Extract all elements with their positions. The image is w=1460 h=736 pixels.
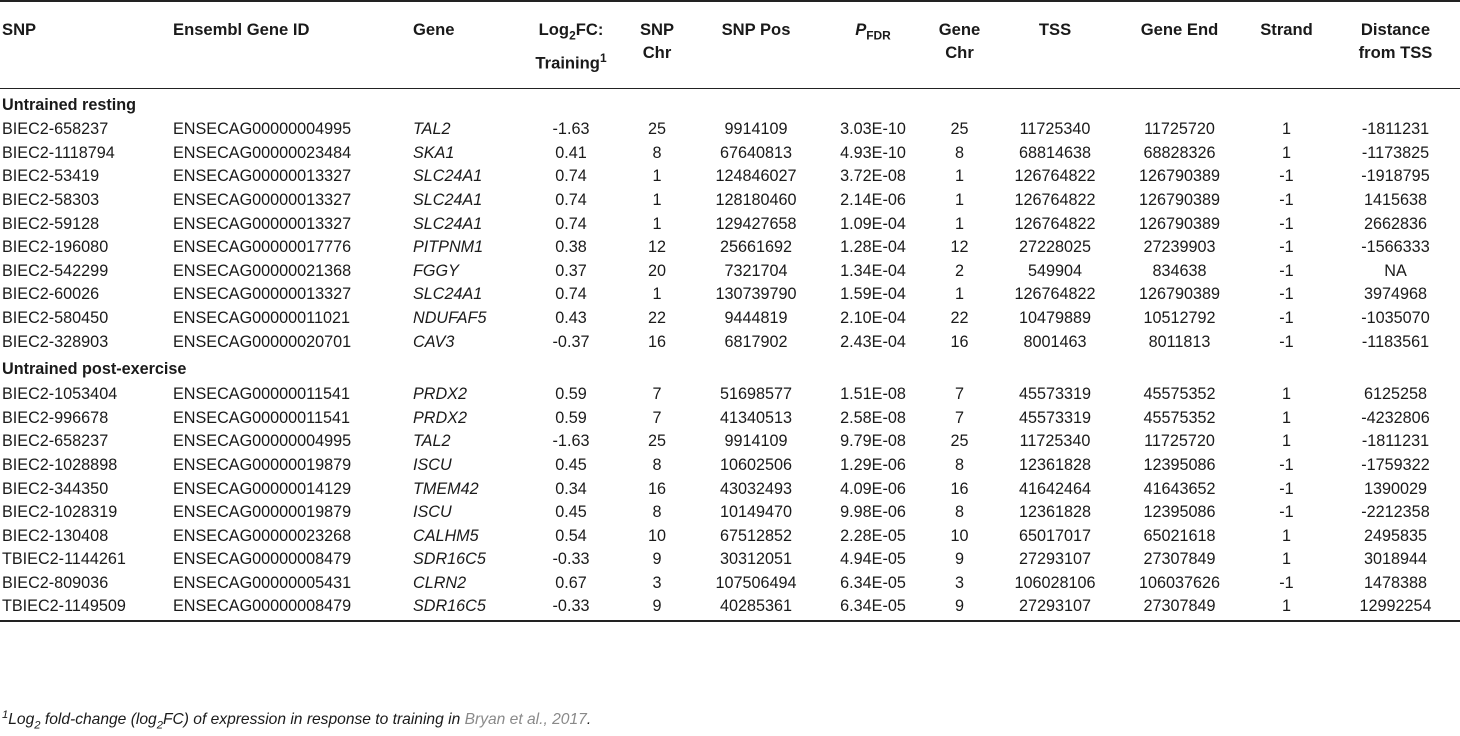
cell-pfdr: 2.58E-08 <box>840 408 906 427</box>
cell-ensembl-id: ENSECAG00000008479 <box>173 596 352 615</box>
cell-snp-chr: 12 <box>647 238 666 257</box>
col-log2fc: Log$_2$FC: Training$^1$ <box>535 20 607 73</box>
cell-snp-chr: 8 <box>652 503 662 522</box>
cell-ensembl-id: ENSECAG00000019879 <box>173 456 352 475</box>
cell-gene: ISCU <box>413 503 452 522</box>
cell-snp: BIEC2-658237 <box>2 120 109 139</box>
cell-gene-end: 45575352 <box>1143 385 1216 404</box>
table-row <box>0 212 1460 236</box>
cell-snp-chr: 16 <box>647 479 666 498</box>
cell-gene-chr: 9 <box>954 550 964 569</box>
cell-snp-chr: 10 <box>647 526 666 545</box>
cell-snp-chr: 8 <box>652 143 662 162</box>
cell-log2fc: 0.45 <box>555 503 587 522</box>
cell-strand: -1 <box>1279 573 1294 592</box>
table-row <box>0 382 1460 406</box>
cell-gene: PRDX2 <box>413 408 467 427</box>
cell-snp-chr: 1 <box>652 167 662 186</box>
cell-log2fc: 0.74 <box>555 214 587 233</box>
cell-gene-chr: 10 <box>950 526 969 545</box>
cell-snp-pos: 124846027 <box>715 167 797 186</box>
cell-tss: 45573319 <box>1018 408 1092 427</box>
section-header <box>0 88 1460 118</box>
cell-snp: BIEC2-658237 <box>2 432 109 451</box>
cell-pfdr: 2.10E-04 <box>840 309 906 328</box>
cell-snp-chr: 1 <box>652 285 662 304</box>
table-row <box>0 306 1460 330</box>
cell-snp-pos: 51698577 <box>719 385 793 404</box>
cell-ensembl-id: ENSECAG00000011541 <box>173 385 350 404</box>
cell-log2fc: -1.63 <box>552 432 590 451</box>
cell-gene: PRDX2 <box>413 385 467 404</box>
cell-ensembl-id: ENSECAG00000023484 <box>173 143 352 162</box>
cell-pfdr: 1.59E-04 <box>840 285 906 304</box>
cell-gene-chr: 8 <box>954 503 964 522</box>
cell-snp-pos: 10602506 <box>719 456 793 475</box>
cell-snp: BIEC2-580450 <box>2 309 109 328</box>
cell-snp: BIEC2-1028898 <box>2 456 118 475</box>
cell-strand: -1 <box>1279 167 1294 186</box>
cell-gene-end: 45575352 <box>1143 408 1216 427</box>
cell-strand: -1 <box>1279 261 1294 280</box>
cell-snp-chr: 16 <box>647 332 666 351</box>
cell-log2fc: 0.74 <box>555 191 587 210</box>
cell-pfdr: 1.51E-08 <box>840 385 906 404</box>
cell-snp: BIEC2-130408 <box>2 526 109 545</box>
cell-gene: CALHM5 <box>413 526 479 545</box>
cell-snp-pos: 67512852 <box>719 526 793 545</box>
table-row <box>0 406 1460 430</box>
cell-gene: SLC24A1 <box>413 167 483 186</box>
cell-distance-tss: -1173825 <box>1361 143 1430 162</box>
cell-strand: -1 <box>1279 479 1294 498</box>
cell-snp: BIEC2-1053404 <box>2 385 118 404</box>
col-strand: Strand <box>1260 20 1313 39</box>
col-pfdr: $P_{FDR}$ <box>855 20 891 43</box>
cell-snp-pos: 129427658 <box>715 214 797 233</box>
cell-snp-chr: 1 <box>652 191 662 210</box>
cell-strand: -1 <box>1279 285 1294 304</box>
cell-log2fc: 0.41 <box>555 143 587 162</box>
cell-gene-chr: 25 <box>950 120 969 139</box>
cell-snp-pos: 10149470 <box>719 503 793 522</box>
cell-ensembl-id: ENSECAG00000004995 <box>173 432 352 451</box>
cell-pfdr: 1.09E-04 <box>840 214 906 233</box>
cell-strand: -1 <box>1279 503 1294 522</box>
cell-snp-pos: 9914109 <box>724 120 788 139</box>
cell-pfdr: 1.28E-04 <box>840 238 906 257</box>
cell-gene-end: 126790389 <box>1138 167 1221 186</box>
cell-snp: BIEC2-60026 <box>2 285 100 304</box>
cell-gene-end: 27307849 <box>1143 550 1216 569</box>
cell-distance-tss: NA <box>1384 261 1407 280</box>
cell-gene: SDR16C5 <box>413 596 486 615</box>
cell-distance-tss: 1478388 <box>1363 573 1428 592</box>
cell-ensembl-id: ENSECAG00000017776 <box>173 238 352 257</box>
cell-log2fc: 0.34 <box>555 479 587 498</box>
table-row <box>0 477 1460 501</box>
cell-log2fc: 0.37 <box>555 261 587 280</box>
col-ensembl-id: Ensembl Gene ID <box>173 20 310 39</box>
table-body <box>0 88 1460 621</box>
cell-gene-chr: 1 <box>954 214 964 233</box>
cell-pfdr: 6.34E-05 <box>840 573 906 592</box>
cell-gene: TAL2 <box>413 120 451 139</box>
cell-tss: 126764822 <box>1014 285 1096 304</box>
cell-pfdr: 3.03E-10 <box>840 120 906 139</box>
cell-tss: 106028106 <box>1014 573 1096 592</box>
cell-snp: BIEC2-542299 <box>2 261 109 280</box>
table-row <box>0 283 1460 307</box>
cell-tss: 27293107 <box>1018 550 1092 569</box>
cell-snp-pos: 43032493 <box>719 479 793 498</box>
cell-ensembl-id: ENSECAG00000023268 <box>173 526 352 545</box>
cell-tss: 45573319 <box>1018 385 1092 404</box>
cell-tss: 11725340 <box>1019 432 1091 451</box>
cell-snp: BIEC2-1028319 <box>2 503 118 522</box>
cell-snp-chr: 3 <box>652 573 662 592</box>
cell-strand: 1 <box>1281 432 1291 451</box>
table-row <box>0 571 1460 595</box>
col-snp-chr: SNP Chr <box>639 20 675 62</box>
cell-snp: TBIEC2-1149509 <box>2 596 126 615</box>
cell-gene-chr: 22 <box>950 309 969 328</box>
cell-ensembl-id: ENSECAG00000011541 <box>173 408 350 427</box>
cell-distance-tss: -2212358 <box>1361 503 1430 522</box>
cell-gene: ISCU <box>413 456 452 475</box>
cell-log2fc: -0.33 <box>552 596 590 615</box>
cell-gene-chr: 25 <box>950 432 969 451</box>
cell-gene-chr: 16 <box>950 332 969 351</box>
cell-ensembl-id: ENSECAG00000005431 <box>173 573 352 592</box>
cell-log2fc: 0.59 <box>555 408 587 427</box>
cell-pfdr: 4.94E-05 <box>840 550 906 569</box>
table-row <box>0 430 1460 454</box>
cell-tss: 126764822 <box>1014 214 1096 233</box>
cell-log2fc: 0.54 <box>555 526 587 545</box>
cell-strand: 1 <box>1281 120 1291 139</box>
cell-tss: 126764822 <box>1014 191 1096 210</box>
section-title: Untrained post-exercise <box>2 360 187 379</box>
cell-tss: 11725340 <box>1019 120 1091 139</box>
cell-snp-chr: 9 <box>652 550 662 569</box>
cell-snp-pos: 41340513 <box>719 408 793 427</box>
col-snp-pos: SNP Pos <box>721 20 791 39</box>
cell-strand: 1 <box>1281 408 1291 427</box>
cell-snp-pos: 6817902 <box>724 332 788 351</box>
cell-snp: BIEC2-196080 <box>2 238 109 257</box>
cell-gene: FGGY <box>413 261 459 280</box>
cell-log2fc: 0.74 <box>555 285 587 304</box>
cell-gene: NDUFAF5 <box>413 309 487 328</box>
cell-ensembl-id: ENSECAG00000013327 <box>173 167 352 186</box>
col-tss: TSS <box>1038 20 1072 39</box>
cell-pfdr: 9.98E-06 <box>840 503 906 522</box>
cell-gene-chr: 12 <box>950 238 969 257</box>
cell-snp: BIEC2-328903 <box>2 332 109 351</box>
cell-gene: PITPNM1 <box>413 238 484 257</box>
cell-log2fc: 0.43 <box>555 309 587 328</box>
cell-gene-end: 41643652 <box>1143 479 1216 498</box>
cell-log2fc: -1.63 <box>552 120 590 139</box>
table-row <box>0 330 1460 354</box>
cell-tss: 27293107 <box>1018 596 1092 615</box>
cell-gene-end: 10512792 <box>1143 309 1216 328</box>
cell-snp: BIEC2-59128 <box>2 214 100 233</box>
cell-pfdr: 1.29E-06 <box>840 456 906 475</box>
cell-snp-chr: 9 <box>652 596 662 615</box>
cell-strand: -1 <box>1279 456 1294 475</box>
section-title: Untrained resting <box>2 95 137 114</box>
cell-log2fc: -0.37 <box>552 332 590 351</box>
cell-tss: 12361828 <box>1018 503 1092 522</box>
cell-snp-chr: 7 <box>652 408 662 427</box>
cell-gene-chr: 2 <box>954 261 964 280</box>
cell-distance-tss: 12992254 <box>1359 596 1432 615</box>
cell-log2fc: 0.38 <box>555 238 587 257</box>
cell-gene-chr: 8 <box>954 456 964 475</box>
cell-distance-tss: 2495835 <box>1363 526 1428 545</box>
cell-pfdr: 4.09E-06 <box>840 479 906 498</box>
col-distance-tss: Distance from TSS <box>1358 20 1433 62</box>
header-row <box>0 1 1460 88</box>
cell-distance-tss: 2662836 <box>1363 214 1428 233</box>
cell-snp-pos: 40285361 <box>719 596 793 615</box>
cell-gene: TMEM42 <box>413 479 479 498</box>
footnote: $^1$Log$_2$ fold-change $(\log_2FC)$ of expression in response to training in Bryan et al., 2017. <box>2 709 592 732</box>
cell-pfdr: 2.43E-04 <box>840 332 906 351</box>
table-row <box>0 548 1460 572</box>
cell-snp-pos: 25661692 <box>719 238 793 257</box>
cell-gene-end: 126790389 <box>1138 191 1221 210</box>
cell-strand: -1 <box>1279 309 1294 328</box>
cell-snp-pos: 7321704 <box>724 261 788 280</box>
cell-snp-pos: 67640813 <box>719 143 793 162</box>
table-row <box>0 165 1460 189</box>
cell-strand: 1 <box>1281 385 1291 404</box>
cell-gene-end: 27307849 <box>1143 596 1216 615</box>
cell-snp: BIEC2-1118794 <box>2 143 115 162</box>
cell-gene-end: 65021618 <box>1143 526 1216 545</box>
cell-gene-end: 106037626 <box>1138 573 1221 592</box>
cell-snp-chr: 25 <box>647 432 666 451</box>
table-row <box>0 188 1460 212</box>
cell-snp-pos: 130739790 <box>715 285 797 304</box>
cell-ensembl-id: ENSECAG00000004995 <box>173 120 352 139</box>
cell-gene-end: 12395086 <box>1143 503 1216 522</box>
cell-pfdr: 1.34E-04 <box>840 261 906 280</box>
table-row <box>0 141 1460 165</box>
cell-gene-end: 126790389 <box>1138 214 1221 233</box>
cell-strand: 1 <box>1281 596 1291 615</box>
cell-log2fc: 0.67 <box>555 573 587 592</box>
cell-strand: 1 <box>1281 526 1291 545</box>
cell-ensembl-id: ENSECAG00000021368 <box>173 261 352 280</box>
cell-gene-end: 11725720 <box>1144 120 1215 139</box>
cell-snp-chr: 20 <box>647 261 666 280</box>
cell-snp: BIEC2-344350 <box>2 479 109 498</box>
cell-snp: BIEC2-53419 <box>2 167 100 186</box>
cell-ensembl-id: ENSECAG00000013327 <box>173 285 352 304</box>
table-row <box>0 235 1460 259</box>
cell-tss: 126764822 <box>1014 167 1096 186</box>
table-row <box>0 259 1460 283</box>
cell-snp-pos: 128180460 <box>715 191 797 210</box>
cell-tss: 12361828 <box>1018 456 1092 475</box>
cell-log2fc: 0.59 <box>555 385 587 404</box>
cell-distance-tss: 1390029 <box>1363 479 1428 498</box>
table-row <box>0 118 1460 142</box>
cell-distance-tss: -1811231 <box>1361 120 1430 139</box>
cell-pfdr: 2.14E-06 <box>840 191 906 210</box>
cell-log2fc: -0.33 <box>552 550 590 569</box>
cell-ensembl-id: ENSECAG00000011021 <box>173 309 350 328</box>
table-row <box>0 453 1460 477</box>
cell-strand: 1 <box>1281 550 1291 569</box>
col-snp: SNP <box>2 20 37 39</box>
cell-ensembl-id: ENSECAG00000008479 <box>173 550 352 569</box>
cell-gene-end: 8011813 <box>1148 332 1211 351</box>
cell-tss: 10479889 <box>1018 309 1092 328</box>
cell-gene-end: 126790389 <box>1138 285 1221 304</box>
cell-distance-tss: 1415638 <box>1363 191 1428 210</box>
cell-distance-tss: 3018944 <box>1363 550 1428 569</box>
cell-ensembl-id: ENSECAG00000020701 <box>173 332 352 351</box>
table-row <box>0 595 1460 621</box>
cell-snp-pos: 9914109 <box>724 432 788 451</box>
cell-strand: -1 <box>1279 332 1294 351</box>
cell-snp-pos: 107506494 <box>715 573 797 592</box>
cell-gene-chr: 3 <box>954 573 964 592</box>
cell-pfdr: 6.34E-05 <box>840 596 906 615</box>
cell-gene: CAV3 <box>413 332 455 351</box>
cell-snp: BIEC2-809036 <box>2 573 109 592</box>
cell-gene-end: 834638 <box>1152 261 1207 280</box>
cell-tss: 549904 <box>1027 261 1083 280</box>
cell-gene-chr: 7 <box>954 385 964 404</box>
cell-snp: BIEC2-996678 <box>2 408 109 427</box>
cell-pfdr: 9.79E-08 <box>840 432 906 451</box>
cell-distance-tss: -1183561 <box>1361 332 1430 351</box>
cell-gene-chr: 1 <box>954 285 964 304</box>
cell-gene-chr: 9 <box>954 596 964 615</box>
cell-distance-tss: -1918795 <box>1361 167 1430 186</box>
cell-strand: -1 <box>1279 214 1294 233</box>
cell-gene: SLC24A1 <box>413 285 483 304</box>
cell-gene-end: 11725720 <box>1144 432 1215 451</box>
cell-strand: -1 <box>1279 238 1294 257</box>
cell-gene-chr: 8 <box>954 143 964 162</box>
cell-pfdr: 2.28E-05 <box>840 526 906 545</box>
cell-snp-chr: 25 <box>647 120 666 139</box>
cell-log2fc: 0.74 <box>555 167 587 186</box>
cell-pfdr: 3.72E-08 <box>840 167 906 186</box>
cell-gene: SDR16C5 <box>413 550 486 569</box>
cell-tss: 65017017 <box>1018 526 1092 545</box>
cell-distance-tss: -1566333 <box>1361 238 1430 257</box>
cell-distance-tss: -4232806 <box>1361 408 1430 427</box>
cell-snp-pos: 30312051 <box>719 550 793 569</box>
cell-gene-end: 68828326 <box>1143 143 1216 162</box>
cell-gene: SLC24A1 <box>413 191 483 210</box>
cell-gene-end: 27239903 <box>1143 238 1216 257</box>
cell-snp-pos: 9444819 <box>724 309 788 328</box>
cell-pfdr: 4.93E-10 <box>840 143 906 162</box>
col-gene-chr: Gene Chr <box>938 20 981 62</box>
table-row <box>0 524 1460 548</box>
cell-gene-chr: 7 <box>954 408 964 427</box>
cell-distance-tss: 6125258 <box>1363 385 1428 404</box>
section-header <box>0 353 1460 382</box>
cell-distance-tss: -1759322 <box>1361 456 1430 475</box>
cell-strand: -1 <box>1279 191 1294 210</box>
cell-gene-end: 12395086 <box>1143 456 1216 475</box>
cell-ensembl-id: ENSECAG00000013327 <box>173 191 352 210</box>
cell-distance-tss: 3974968 <box>1363 285 1428 304</box>
cell-gene: SLC24A1 <box>413 214 483 233</box>
cell-snp-chr: 1 <box>652 214 662 233</box>
cell-gene-chr: 16 <box>950 479 969 498</box>
cell-ensembl-id: ENSECAG00000019879 <box>173 503 352 522</box>
cell-snp: BIEC2-58303 <box>2 191 100 210</box>
cell-ensembl-id: ENSECAG00000014129 <box>173 479 352 498</box>
col-gene-end: Gene End <box>1140 20 1219 39</box>
cell-distance-tss: -1811231 <box>1361 432 1430 451</box>
cell-strand: 1 <box>1281 143 1291 162</box>
cell-snp-chr: 7 <box>652 385 662 404</box>
cell-gene-chr: 1 <box>954 191 964 210</box>
table-row <box>0 500 1460 524</box>
cell-gene-chr: 1 <box>954 167 964 186</box>
cell-tss: 41642464 <box>1018 479 1092 498</box>
cell-tss: 8001463 <box>1023 332 1087 351</box>
cell-snp: TBIEC2-1144261 <box>2 550 126 569</box>
cell-gene: CLRN2 <box>413 573 467 592</box>
cell-distance-tss: -1035070 <box>1361 309 1430 328</box>
cell-log2fc: 0.45 <box>555 456 587 475</box>
cell-snp-chr: 22 <box>647 309 666 328</box>
citation-link[interactable]: Bryan et al., 2017 <box>464 711 587 729</box>
cell-tss: 27228025 <box>1018 238 1092 257</box>
cell-gene: TAL2 <box>413 432 451 451</box>
cell-gene: SKA1 <box>413 143 455 162</box>
cell-snp-chr: 8 <box>652 456 662 475</box>
col-gene: Gene <box>413 20 455 39</box>
cell-ensembl-id: ENSECAG00000013327 <box>173 214 352 233</box>
cell-tss: 68814638 <box>1018 143 1092 162</box>
